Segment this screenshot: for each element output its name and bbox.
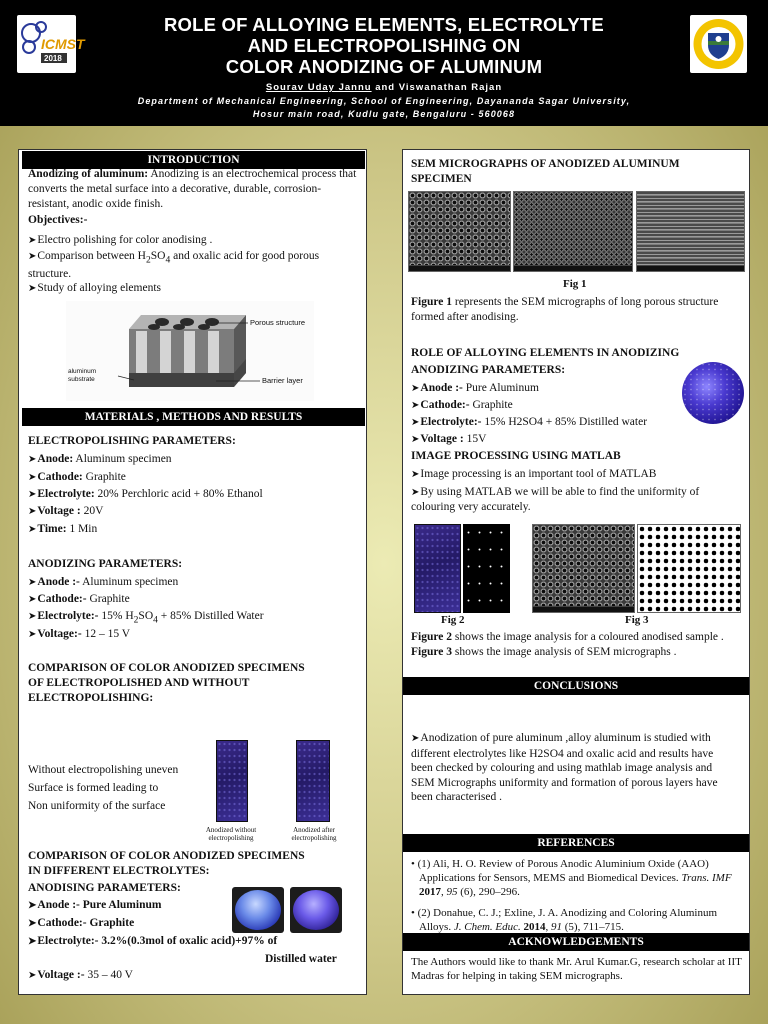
methods-heading: MATERIALS , METHODS AND RESULTS bbox=[22, 408, 365, 426]
subscript: 2 bbox=[133, 614, 139, 626]
objectives-label: Objectives:- bbox=[28, 214, 88, 226]
icmst-logo-graphic bbox=[17, 15, 85, 73]
heading-line: OF ELECTROPOLISHED AND WITHOUT bbox=[28, 677, 250, 689]
reference-text: (2) Donahue, C. J.; Exline, J. A. Anodizing and Coloring Aluminum Alloys. bbox=[417, 907, 718, 933]
porous-diagram-graphic bbox=[66, 301, 314, 401]
reference-text: (1) Ali, H. O. Review of Porous Anodic Aluminium Oxide (AAO) Applications for Sensors, MEMS and Biomedical Devices. bbox=[417, 858, 709, 884]
author-1: Sourav Uday Jannu bbox=[265, 82, 372, 93]
param-label: Voltage :- bbox=[37, 969, 85, 981]
affiliation bbox=[90, 95, 678, 121]
param-value: 20% Perchloric acid + 80% Ethanol bbox=[94, 488, 263, 500]
fig-1-description bbox=[411, 295, 745, 325]
text-line: Without electropolishing uneven bbox=[28, 764, 179, 776]
objective-item: ➤ Study of alloying elements bbox=[28, 281, 161, 296]
oxalic-specimen-photo bbox=[232, 887, 284, 933]
reference-volume: 91 bbox=[551, 921, 562, 933]
heading-line: IN DIFFERENT ELECTROLYTES: bbox=[28, 865, 210, 877]
poster-header bbox=[0, 0, 768, 126]
matlab-point: ➤ Image processing is an important tool of MATLAB bbox=[411, 467, 745, 482]
figure-text: represents the SEM micrographs of long porous structure formed after anodising. bbox=[411, 296, 719, 323]
fig-2-label: Fig 2 bbox=[441, 614, 465, 626]
param-label: Electrolyte:- bbox=[420, 416, 482, 428]
acknowledgements-heading: ACKNOWLEDGEMENTS bbox=[403, 933, 749, 951]
heading-line: SEM MICROGRAPHS OF ANODIZED ALUMINUM bbox=[411, 158, 680, 170]
param-label: Voltage : bbox=[37, 505, 81, 517]
reference-text: (6), 290–296. bbox=[457, 886, 520, 898]
electropolishing-heading: ELECTROPOLISHING PARAMETERS: bbox=[28, 435, 236, 447]
param-value: Graphite bbox=[469, 399, 513, 411]
objective-text: Comparison between H bbox=[37, 250, 146, 262]
comparison-1-text bbox=[28, 761, 178, 815]
figure-ref: Figure 1 bbox=[411, 296, 452, 308]
alloy-param bbox=[411, 415, 647, 430]
scale-bar bbox=[514, 265, 632, 271]
journal-name: J. Chem. Educ. bbox=[453, 921, 521, 933]
figure-text: shows the image analysis of SEM micrographs . bbox=[452, 646, 677, 658]
text-line: Surface is formed leading to bbox=[28, 782, 159, 794]
conclusions-text: ➤ Anodization of pure aluminum ,alloy aluminum is studied with different electrolytes like H2SO4 and oxalic acid and results have been checked by colouring and using mathlab image analysis and SEM Micrographs uniformity and formation of porous layers have been characterised . bbox=[411, 731, 731, 805]
author-2: and Viswanathan Rajan bbox=[371, 82, 503, 93]
coloured-sample-analysis bbox=[463, 524, 510, 613]
svg-text:2018: 2018 bbox=[44, 54, 62, 63]
objective-item: ➤ Electro polishing for color anodising . bbox=[28, 233, 358, 248]
caption-without-electropolishing: Anodized without electropolishing bbox=[205, 826, 257, 842]
ep-param bbox=[28, 504, 103, 519]
heading-line: ELECTROPOLISHING: bbox=[28, 692, 154, 704]
title-line: COLOR ANODIZING OF ALUMINUM bbox=[225, 56, 543, 77]
intro-lead-text: Anodizing is an electrochemical process that converts the metal surface into a decorative, durable, corrosion-resistant, anodic oxide finish. bbox=[28, 168, 357, 210]
subscript: 4 bbox=[165, 254, 171, 266]
param-label: Electrolyte:- bbox=[37, 610, 99, 622]
cmp2-param bbox=[28, 968, 133, 983]
heading-line: COMPARISON OF COLOR ANODIZED SPECIMENS bbox=[28, 850, 305, 862]
alloy-param bbox=[411, 432, 486, 447]
comparison-2-heading bbox=[28, 849, 362, 879]
param-value: 35 – 40 V bbox=[84, 969, 133, 981]
intro-lead-label: Anodizing of aluminum: bbox=[28, 168, 149, 180]
param-value: 12 – 15 V bbox=[81, 628, 131, 640]
param-label: Anode: bbox=[37, 453, 74, 465]
param-value: Pure Aluminum bbox=[462, 382, 539, 394]
sem-heading bbox=[411, 157, 745, 187]
text-line: Non uniformity of the surface bbox=[28, 800, 166, 812]
label-aluminum-substrate: aluminum substrate bbox=[68, 368, 97, 383]
affiliation-line: Hosur main road, Kudlu gate, Bengaluru - 560068 bbox=[252, 109, 516, 119]
introduction-heading: INTRODUCTION bbox=[22, 151, 365, 169]
affiliation-line: Department of Mechanical Engineering, School of Engineering, Dayananda Sagar University, bbox=[137, 96, 631, 106]
param-value: Aluminum specimen bbox=[73, 453, 172, 465]
sem-micrograph-2 bbox=[513, 191, 633, 272]
porous-structure-diagram bbox=[66, 301, 314, 401]
disk bbox=[235, 890, 281, 930]
reference-volume: 95 bbox=[446, 886, 458, 898]
sem-micrograph-3 bbox=[636, 191, 745, 272]
objective-item bbox=[28, 249, 358, 282]
cmp2-param-continued: Distilled water bbox=[265, 953, 337, 965]
subscript: 2 bbox=[145, 254, 151, 266]
an-param bbox=[28, 575, 178, 590]
param-value: Graphite bbox=[82, 471, 126, 483]
intro-paragraph bbox=[28, 167, 362, 212]
references-heading: REFERENCES bbox=[403, 834, 749, 852]
sem-binary-analysis bbox=[637, 524, 741, 613]
scale-bar bbox=[533, 606, 634, 612]
param-label: Anode :- bbox=[420, 382, 463, 394]
svg-text:ICMST: ICMST bbox=[41, 36, 85, 52]
param-label: Anode :- bbox=[37, 576, 80, 588]
anodizing-heading: ANODIZING PARAMETERS: bbox=[28, 558, 183, 570]
figure-ref: Figure 2 bbox=[411, 631, 452, 643]
an-param bbox=[28, 609, 264, 627]
matlab-heading: IMAGE PROCESSING USING MATLAB bbox=[411, 450, 621, 462]
scale-bar bbox=[637, 265, 744, 271]
alloy-param bbox=[411, 398, 513, 413]
figure-ref: Figure 3 bbox=[411, 646, 452, 658]
acknowledgements-text: The Authors would like to thank Mr. Arul Kumar.G, research scholar at IIT Madras for helping in taking SEM micrographs. bbox=[411, 956, 742, 982]
reference-1: • (1) Ali, H. O. Review of Porous Anodic Aluminium Oxide (AAO) Applications for Sensors, MEMS and Biomedical Devices. Trans. IMF 2017, 95 (6), 290–296. bbox=[411, 858, 732, 898]
conclusions-heading: CONCLUSIONS bbox=[403, 677, 749, 695]
objective-text: SO bbox=[150, 250, 166, 262]
title-line: AND ELECTROPOLISHING ON bbox=[247, 35, 521, 56]
ep-param bbox=[28, 522, 97, 537]
subscript: 4 bbox=[153, 614, 158, 626]
cmp2-param: ➤ Electrolyte:- 3.2%(0.3mol of oxalic acid)+97% of bbox=[28, 934, 277, 949]
specimen-after-electropolishing-photo bbox=[296, 740, 330, 822]
heading-line: COMPARISON OF COLOR ANODIZED SPECIMENS bbox=[28, 662, 305, 674]
param-label: Time: bbox=[37, 523, 67, 535]
icmst-logo bbox=[17, 15, 85, 73]
reference-year: 2014 bbox=[523, 921, 546, 933]
ep-param bbox=[28, 487, 263, 502]
journal-name: Trans. IMF bbox=[681, 872, 732, 884]
param-label: Electrolyte: bbox=[37, 488, 95, 500]
comparison-1-heading bbox=[28, 661, 362, 706]
cmp2-param: ➤ Anode :- Pure Aluminum bbox=[28, 898, 161, 913]
label-barrier-layer: Barrier layer bbox=[262, 376, 303, 385]
an-param bbox=[28, 592, 130, 607]
param-label: Voltage:- bbox=[37, 628, 82, 640]
reference-text: (5), 711–715. bbox=[562, 921, 624, 933]
reference-2: • (2) Donahue, C. J.; Exline, J. A. Anodizing and Coloring Aluminum Alloys. J. Chem. Educ. 2014, 91 (5), 711–715. bbox=[411, 907, 718, 933]
crest-graphic bbox=[690, 15, 747, 73]
cmp2-param: ➤ Cathode:- Graphite bbox=[28, 916, 134, 931]
param-label: Cathode: bbox=[37, 471, 83, 483]
authors bbox=[90, 82, 678, 93]
scale-bar bbox=[409, 265, 510, 271]
heading-line: ANODIZING PARAMETERS: bbox=[411, 364, 566, 376]
param-value: 20V bbox=[80, 505, 104, 517]
figure-text: shows the image analysis for a coloured anodised sample . bbox=[452, 631, 724, 643]
label-porous-structure: Porous structure bbox=[250, 318, 306, 327]
alloy-param bbox=[411, 381, 539, 396]
specimen-without-electropolishing-photo bbox=[216, 740, 248, 822]
fig-3-label: Fig 3 bbox=[625, 614, 649, 626]
param-value: 15% H bbox=[98, 610, 134, 622]
title-line: ROLE OF ALLOYING ELEMENTS, ELECTROLYTE bbox=[164, 14, 604, 35]
fig-1-label: Fig 1 bbox=[563, 278, 587, 290]
sem-image-for-analysis bbox=[532, 524, 635, 613]
fig-2-3-description bbox=[411, 630, 745, 660]
ep-param bbox=[28, 452, 172, 467]
matlab-point: ➤ By using MATLAB we will be able to find the uniformity of colouring very accurately. bbox=[411, 485, 745, 515]
objective-text: and oxalic acid for good porous structure. bbox=[28, 250, 320, 281]
param-label: Cathode:- bbox=[420, 399, 470, 411]
param-value: Aluminum specimen bbox=[79, 576, 179, 588]
heading-line: ROLE OF ALLOYING ELEMENTS IN ANODIZING bbox=[411, 347, 680, 359]
param-value: 1 Min bbox=[66, 523, 98, 535]
reference-year: 2017 bbox=[419, 886, 441, 898]
caption-after-electropolishing: Anodized after electropolishing bbox=[291, 826, 337, 842]
an-param bbox=[28, 627, 130, 642]
coloured-sample-photo bbox=[414, 524, 461, 613]
param-label: Cathode:- bbox=[37, 593, 87, 605]
anodized-disk-photo bbox=[682, 362, 744, 424]
anodising-params-heading: ANODISING PARAMETERS: bbox=[28, 882, 181, 894]
param-label: Voltage : bbox=[420, 433, 464, 445]
param-value: SO bbox=[138, 610, 154, 622]
poster-title bbox=[90, 14, 678, 77]
heading-line: SPECIMEN bbox=[411, 173, 472, 185]
param-value: 15% H2SO4 + 85% Distilled water bbox=[481, 416, 648, 428]
disk bbox=[293, 890, 339, 930]
sulfuric-specimen-photo bbox=[290, 887, 342, 933]
university-crest-logo bbox=[690, 15, 747, 73]
param-value: + 85% Distilled Water bbox=[157, 610, 264, 622]
param-value: Graphite bbox=[86, 593, 130, 605]
ep-param bbox=[28, 470, 126, 485]
param-value: 15V bbox=[463, 433, 487, 445]
sem-micrograph-1 bbox=[408, 191, 511, 272]
